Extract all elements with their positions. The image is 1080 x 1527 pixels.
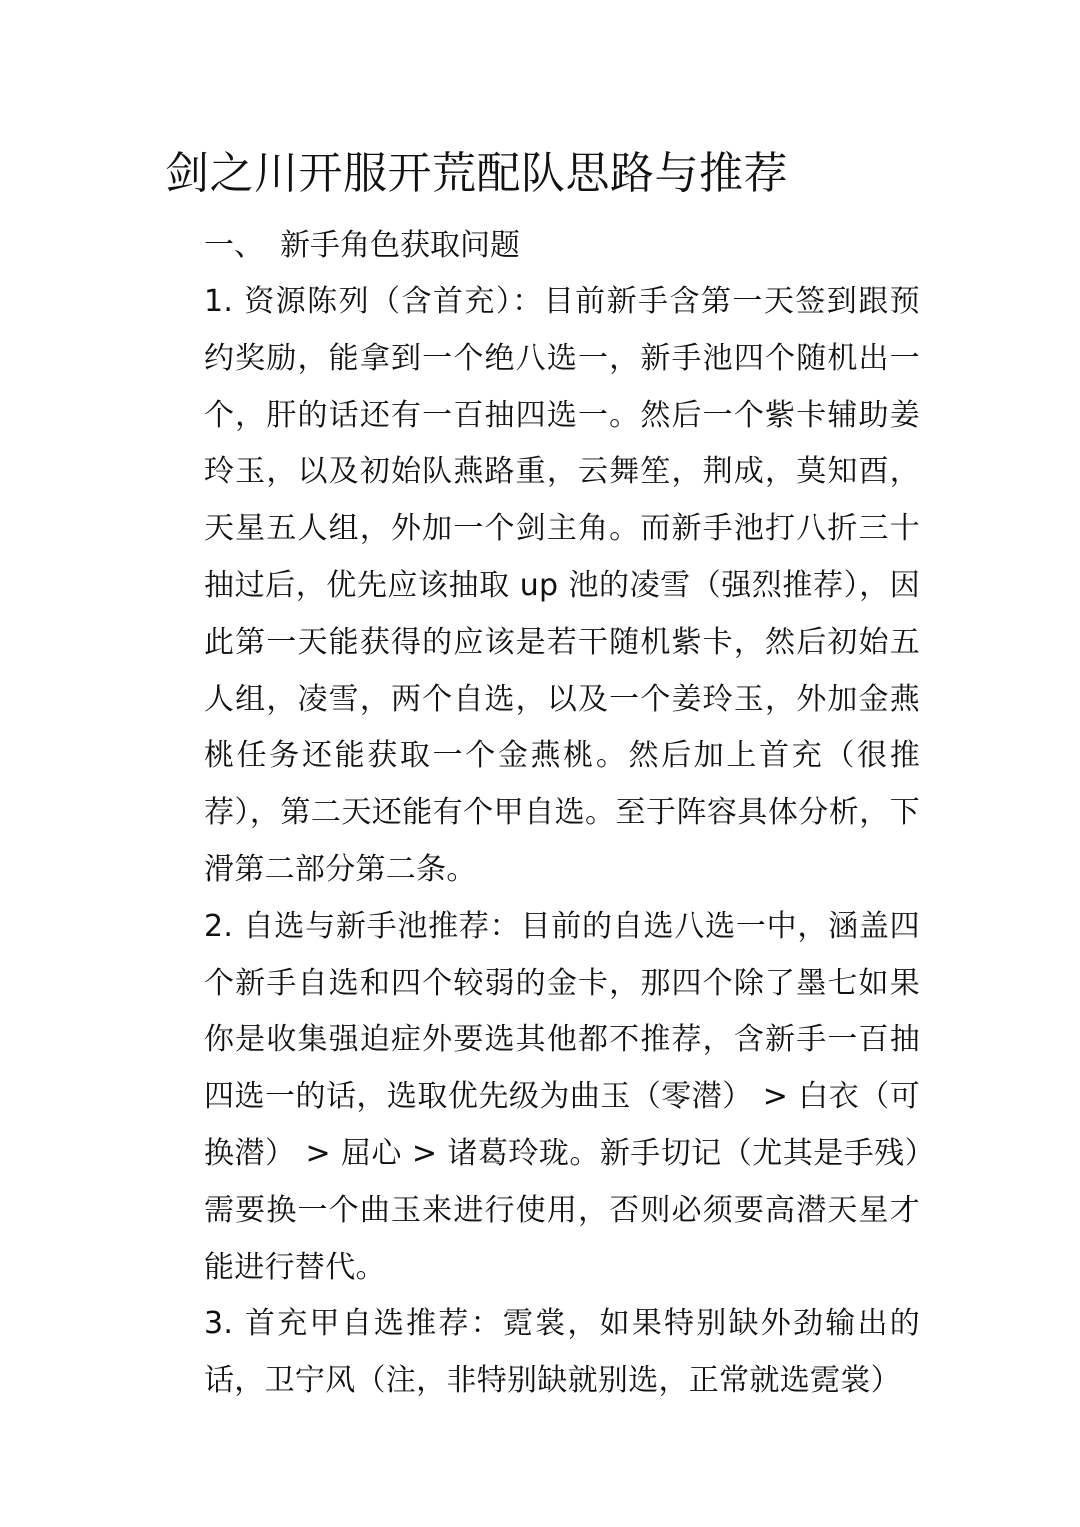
section-number: 一、	[204, 228, 264, 263]
paragraph-first-charge-recommendation: 3. 首充甲自选推荐：霓裳，如果特别缺外劲输出的话，卫宁风（注，非特别缺就别选，正常就选霓裳）	[204, 1306, 920, 1399]
document-body	[204, 218, 920, 1410]
document-title: 剑之川开服开荒配队思路与推荐	[165, 148, 788, 199]
paragraph-selection-recommendation: 2. 自选与新手池推荐：目前的自选八选一中，涵盖四个新手自选和四个较弱的金卡，那四个除了墨七如果你是收集强迫症外要选其他都不推荐，含新手一百抽四选一的话，选取优先级为曲玉（零潜） > 白衣（可换潜） > 屈心 > 诸葛玲珑。新手切记（尤其是手残）需要换一个曲玉来进行使用，否则必须要高潜天星才能进行替代。	[204, 908, 920, 1285]
section-heading	[204, 218, 920, 274]
section-heading-text: 新手角色获取问题	[280, 228, 520, 263]
paragraph-resources: 1. 资源陈列（含首充）：目前新手含第一天签到跟预约奖励，能拿到一个绝八选一，新手池四个随机出一个，肝的话还有一百抽四选一。然后一个紫卡辅助姜玲玉，以及初始队燕路重，云舞笙，荆成，莫知酉，天星五人组，外加一个剑主角。而新手池打八折三十抽过后，优先应该抽取 up 池的凌雪（强烈推荐），因此第一天能获得的应该是若干随机紫卡，然后初始五人组，凌雪，两个自选，以及一个姜玲玉，外加金燕桃任务还能获取一个金燕桃。然后加上首充（很推荐），第二天还能有个甲自选。至于阵容具体分析，下滑第二部分第二条。	[204, 284, 920, 887]
